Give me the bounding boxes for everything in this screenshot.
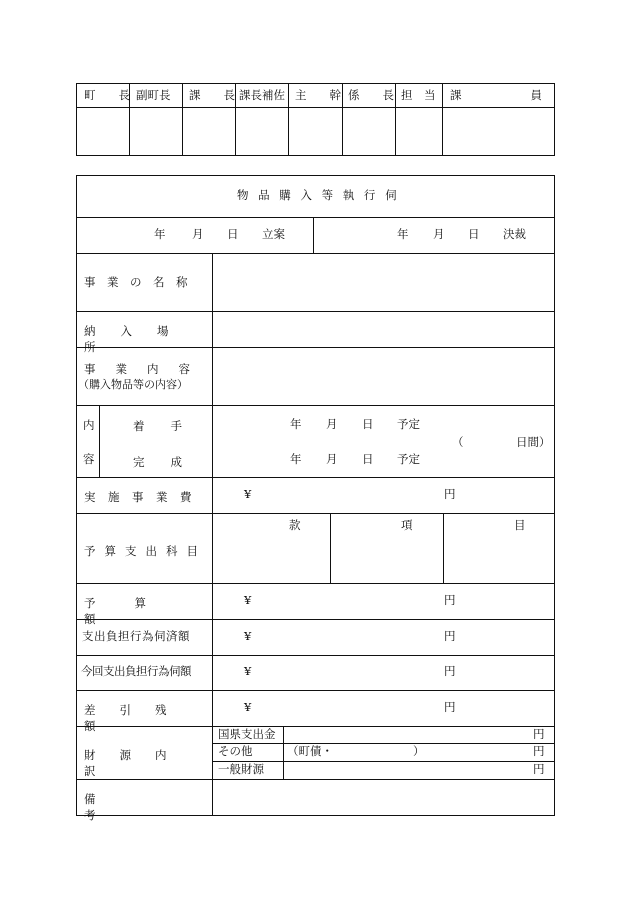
row-divider (77, 690, 554, 691)
project-content-sublabel: （購入物品等の内容） (78, 378, 188, 391)
draft-year-label: 年 (154, 227, 166, 241)
period-label-top: 内 (83, 418, 95, 432)
stamp-box-deputy-chief[interactable] (236, 108, 288, 155)
decision-year-label: 年 (397, 227, 409, 241)
label-column-divider (212, 254, 213, 779)
project-name-text: 事業の名称 (84, 275, 199, 289)
approval-header-mayor: 町 長 (84, 88, 130, 102)
fund-other-amount-field[interactable] (425, 745, 530, 759)
balance-en: 円 (444, 700, 456, 714)
stamp-box-section-chief[interactable] (183, 108, 235, 155)
project-content-field[interactable] (214, 349, 552, 404)
budget-amount-yen-mark: ¥ (244, 593, 252, 607)
project-cost-text: 実施事業費 (84, 490, 204, 504)
form-title: 物 品 購 入 等 執 行 伺 (237, 188, 400, 202)
fund-prefecture-label: 国県支出金 (218, 727, 276, 741)
draft-date-field[interactable] (80, 219, 310, 251)
draft-label: 立案 (262, 227, 285, 241)
committed-label: 支出負担行為伺済額 (82, 629, 190, 643)
fund-general-label: 一般財源 (218, 762, 264, 776)
stamp-box-chief-officer[interactable] (289, 108, 342, 155)
budget-amount-label (84, 595, 208, 627)
decision-label: 決裁 (503, 227, 526, 241)
start-scheduled: 予定 (397, 417, 420, 431)
decision-month-label: 月 (433, 227, 445, 241)
days-open: （ (452, 435, 464, 449)
approval-header-subsection-chief: 係 長 (348, 88, 394, 102)
funding-breakdown-label (84, 747, 208, 779)
start-label: 着手 (133, 419, 208, 433)
approval-header-section-chief: 課 長 (189, 88, 235, 102)
project-content-label: 事業内容 (84, 362, 210, 376)
start-month: 月 (326, 417, 338, 431)
approval-header-deputy-chief: 課長補佐 (239, 88, 285, 102)
project-name-field[interactable] (214, 255, 552, 310)
period-label-bottom: 容 (83, 452, 95, 466)
start-day: 日 (362, 417, 374, 431)
approval-header-chief-officer: 主 幹 (295, 88, 341, 102)
balance-yen-mark: ¥ (244, 700, 252, 714)
end-month: 月 (326, 452, 338, 466)
committed-en: 円 (444, 629, 456, 643)
delivery-place-field[interactable] (214, 313, 552, 346)
row-divider (77, 513, 554, 514)
current-request-field[interactable] (256, 658, 440, 686)
row-divider (77, 655, 554, 656)
delivery-place-label (84, 323, 208, 355)
budget-account-text: 予算支出科目 (84, 544, 207, 558)
approval-header-vice-mayor: 副町長 (136, 88, 171, 102)
fund-prefecture-en: 円 (533, 727, 545, 741)
funding-breakdown-text: 財源内訳 (84, 748, 191, 778)
current-request-yen-mark: ¥ (244, 664, 252, 678)
stamp-box-staff[interactable] (443, 108, 554, 155)
end-label: 完成 (133, 455, 208, 469)
kou-label: 項 (401, 518, 413, 532)
kou-field[interactable] (332, 536, 441, 581)
remarks-field[interactable] (214, 782, 552, 814)
moku-field[interactable] (445, 536, 552, 581)
funding-subrow-divider (213, 743, 554, 744)
committed-yen-mark: ¥ (244, 629, 252, 643)
date-divider (313, 218, 314, 253)
start-year: 年 (290, 417, 302, 431)
decision-date-field[interactable] (316, 219, 552, 251)
approval-header-in-charge: 担 当 (401, 88, 436, 102)
remarks-label (84, 791, 208, 823)
stamp-box-in-charge[interactable] (396, 108, 442, 155)
draft-day-label: 日 (227, 227, 239, 241)
row-divider (77, 311, 554, 312)
project-cost-yen-mark: ¥ (244, 487, 252, 501)
decision-day-label: 日 (468, 227, 480, 241)
fund-other-label: その他 (218, 744, 253, 758)
current-request-label: 今回支出負担行為伺額 (81, 664, 191, 678)
balance-text: 差引残額 (84, 703, 191, 733)
current-request-en: 円 (444, 664, 456, 678)
project-cost-field[interactable] (256, 481, 440, 509)
budget-account-label (84, 543, 208, 559)
stamp-box-subsection-chief[interactable] (343, 108, 395, 155)
start-date-field[interactable] (214, 408, 439, 438)
stamp-box-vice-mayor[interactable] (130, 108, 182, 155)
committed-field[interactable] (256, 623, 440, 651)
budget-amount-text: 予算額 (84, 596, 185, 626)
fund-other-en: 円 (533, 744, 545, 758)
remarks-text: 備考 (84, 792, 186, 822)
fund-other-bond-field[interactable] (340, 745, 410, 759)
period-label-divider (99, 406, 100, 477)
row-divider (77, 217, 554, 218)
balance-field[interactable] (256, 694, 440, 722)
draft-month-label: 月 (192, 227, 204, 241)
approval-header-staff: 課 員 (450, 88, 542, 102)
fund-other-close: ） (413, 744, 425, 758)
row-divider (77, 583, 554, 584)
kan-field[interactable] (214, 536, 328, 581)
remarks-divider (212, 780, 213, 815)
kan-label: 款 (289, 518, 301, 532)
fund-general-field[interactable] (286, 763, 530, 777)
project-cost-label (84, 489, 208, 505)
row-divider (77, 405, 554, 406)
end-day: 日 (362, 452, 374, 466)
funding-col-divider (283, 727, 284, 779)
row-divider (77, 477, 554, 478)
end-date-field[interactable] (214, 444, 439, 474)
row-divider (77, 253, 554, 254)
delivery-place-text: 納入場所 (84, 324, 194, 354)
budget-amount-field[interactable] (256, 587, 440, 615)
fund-other-note: （町債・ (287, 744, 333, 758)
budget-col-divider (330, 514, 331, 583)
funding-subrow-divider (213, 761, 554, 762)
fund-prefecture-field[interactable] (286, 728, 530, 742)
end-year: 年 (290, 452, 302, 466)
fund-general-en: 円 (533, 762, 545, 776)
end-scheduled: 予定 (397, 452, 420, 466)
budget-col-divider (443, 514, 444, 583)
stamp-box-mayor[interactable] (77, 108, 129, 155)
days-field[interactable] (466, 430, 516, 454)
project-cost-en: 円 (444, 487, 456, 501)
budget-amount-en: 円 (444, 593, 456, 607)
moku-label: 目 (514, 518, 526, 532)
row-divider (77, 779, 554, 780)
balance-label (84, 702, 208, 734)
days-close: 日間） (516, 435, 551, 449)
project-name-label (84, 274, 206, 290)
